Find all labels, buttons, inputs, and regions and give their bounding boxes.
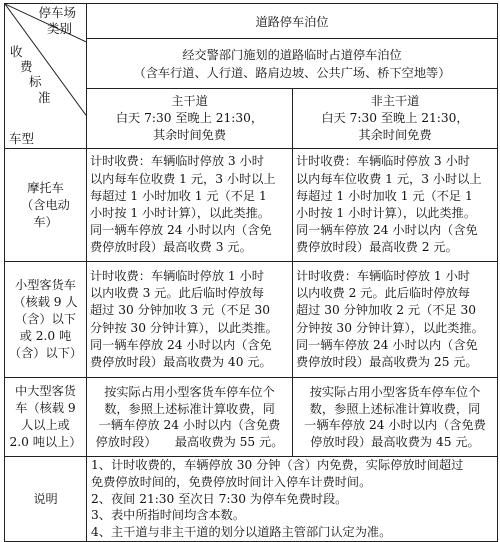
fee-line: 以内每车位收费 1 元，3 小时以上: [296, 171, 482, 186]
fee-line: 计时收费：车辆临时停放 1 小时: [296, 268, 470, 283]
secondary-road-header: [293, 89, 498, 149]
main-road-header: [87, 89, 293, 149]
vehicle-type-large: [5, 378, 87, 457]
fee-line: 同一辆车停放 24 小时以内（含免: [90, 223, 272, 238]
fee-line: 以内收费 3 元。此后临时停放每: [90, 286, 264, 301]
large-vehicle-main-fee: [87, 378, 293, 457]
fee-line: 同一辆车停放 24 小时以内（含免: [90, 337, 272, 352]
fee-line: 一辆车停放 24 小时以内（含免费: [304, 418, 486, 432]
fee-line: 超过 30 分钟加收 2 元（不足 30: [296, 303, 477, 318]
note-line: 3、表中所指时间均含本数。: [91, 508, 246, 523]
small-vehicle-secondary-fee: [293, 262, 498, 378]
notes-label: 说明: [33, 492, 58, 507]
fee-line: 费停放时段）最高收费为 40 元。: [90, 354, 272, 369]
vehicle-line: 中大型客货: [15, 384, 76, 398]
fee-line: 计时收费：车辆临时停放 1 小时: [90, 268, 264, 283]
vehicle-line: （含）以下）: [8, 346, 83, 360]
fee-line: 按实际占用小型客货车停车位个: [309, 385, 481, 399]
corner-label-mid-3: 标: [29, 74, 42, 89]
fee-line: 以内收费 2 元。此后临时停放每: [296, 286, 470, 301]
parking-fee-table: [4, 3, 498, 542]
secondary-road-hours-1: 白天 7:30 至晚上 21:30，: [321, 111, 469, 125]
fee-line: 数，参照上述标准计算收费，同: [104, 401, 275, 416]
corner-label-mid-4: 准: [38, 90, 51, 105]
subtitle-line-1: 经交警部门施划的道路临时占道停车泊位: [182, 47, 402, 62]
diagonal-lines: [5, 4, 86, 148]
fee-line: 停放时段） 最高收费为 55 元。: [95, 434, 284, 449]
table-row: [5, 149, 498, 262]
fee-line: 每超过 1 小时加收 1 元（不足 1: [296, 188, 473, 203]
fee-line: 超过 30 分钟加收 3 元（不足 30: [90, 303, 271, 318]
fee-line: 计时收费：车辆临时停放 3 小时: [90, 154, 264, 169]
table-row: [5, 262, 498, 378]
vehicle-line: （含电动: [21, 197, 70, 212]
table-row: [5, 378, 498, 457]
fee-line: 费停放时段）最高收费 2 元。: [296, 240, 458, 255]
fee-line: 小时按 1 小时计算），以此类推。: [90, 206, 271, 220]
secondary-road-hours-2: 其余时间免费: [358, 128, 432, 142]
fee-line: 分钟按 30 分钟计算），以此类推。: [90, 320, 278, 335]
main-road-hours-2: 其余时间免费: [152, 128, 227, 142]
notes-label-cell: [5, 457, 87, 542]
fee-line: 数，参照上述标准计算收费，同: [309, 401, 481, 416]
vehicle-type-motorcycle: [5, 149, 87, 262]
fee-line: 计时收费：车辆临时停放 3 小时: [296, 154, 470, 169]
vehicle-line: （核载 9 人: [13, 295, 78, 309]
corner-label-mid-2: 费: [20, 59, 33, 74]
note-line: 免费停放时间的，免费停放时间计入停车计费时间。: [91, 474, 372, 489]
corner-label-mid-1: 收: [10, 44, 23, 59]
main-road-hours-1: 白天 7:30 至晚上 21:30，: [115, 111, 264, 125]
corner-label-top-1: 停车场: [38, 5, 76, 20]
small-vehicle-main-fee: [87, 262, 293, 378]
notes-cell: [87, 457, 498, 542]
fee-line: 每超过 1 小时加收 1 元（不足 1: [90, 188, 267, 203]
vehicle-line: 人以上或: [21, 418, 70, 432]
vehicle-line: 车（核载 9: [15, 401, 76, 415]
fee-line: 按实际占用小型客货车停车位个: [104, 385, 275, 399]
fee-line: 费停放时段）最高收费 3 元。: [90, 240, 252, 255]
note-line: 2、夜间 21:30 至次日 7:30 为停车免费时段。: [91, 491, 348, 506]
fee-line: 分钟按 30 分钟计算），以此类推。: [296, 320, 484, 335]
note-line: 1、计时收费的，车辆停放 30 分钟（含）内免费，实际停放时间超过: [91, 458, 464, 472]
main-road-name: 主干道: [171, 94, 208, 108]
fee-line: 同一辆车停放 24 小时以内（含免: [296, 223, 478, 238]
vehicle-line: 小型客货车: [15, 278, 76, 292]
secondary-road-name: 非主干道: [370, 94, 420, 108]
fee-line: 同一辆车停放 24 小时以内（含免: [296, 337, 478, 352]
fee-line: 小时按 1 小时计算），以此类推。: [296, 206, 477, 220]
motorcycle-secondary-fee: [293, 149, 498, 262]
vehicle-type-small: [5, 262, 87, 378]
fee-line: 费停放时段）最高收费为 25 元。: [296, 354, 478, 369]
notes-row: [5, 457, 498, 542]
subtitle-line-2: （含车行道、人行道、路肩边坡、公共广场、桥下空地等）: [133, 65, 451, 80]
vehicle-line: 2.0 吨以上）: [9, 435, 82, 449]
fee-line: 一辆车停放 24 小时以内（含免费: [98, 418, 281, 432]
fee-line: 以内每车位收费 1 元，3 小时以上: [90, 171, 276, 186]
vehicle-line: 车）: [33, 214, 58, 229]
vehicle-line: 或 2.0 吨: [19, 329, 72, 343]
corner-label-bottom: 车型: [9, 131, 35, 146]
corner-label-top-2: 类别: [46, 21, 72, 36]
motorcycle-main-fee: [87, 149, 293, 262]
header-corner-cell: [5, 4, 87, 149]
table-title: 道路停车泊位: [255, 14, 329, 29]
vehicle-line: （含）以下: [15, 312, 76, 326]
title-cell: [87, 4, 498, 39]
fee-line: 停放时段）最高收费为 45 元。: [310, 434, 480, 449]
vehicle-line: 摩托车: [27, 180, 64, 195]
subtitle-cell: [87, 39, 498, 89]
note-line: 4、主干道与非主干道的划分以道路主管部门认定为准。: [91, 525, 392, 540]
large-vehicle-secondary-fee: [293, 378, 498, 457]
